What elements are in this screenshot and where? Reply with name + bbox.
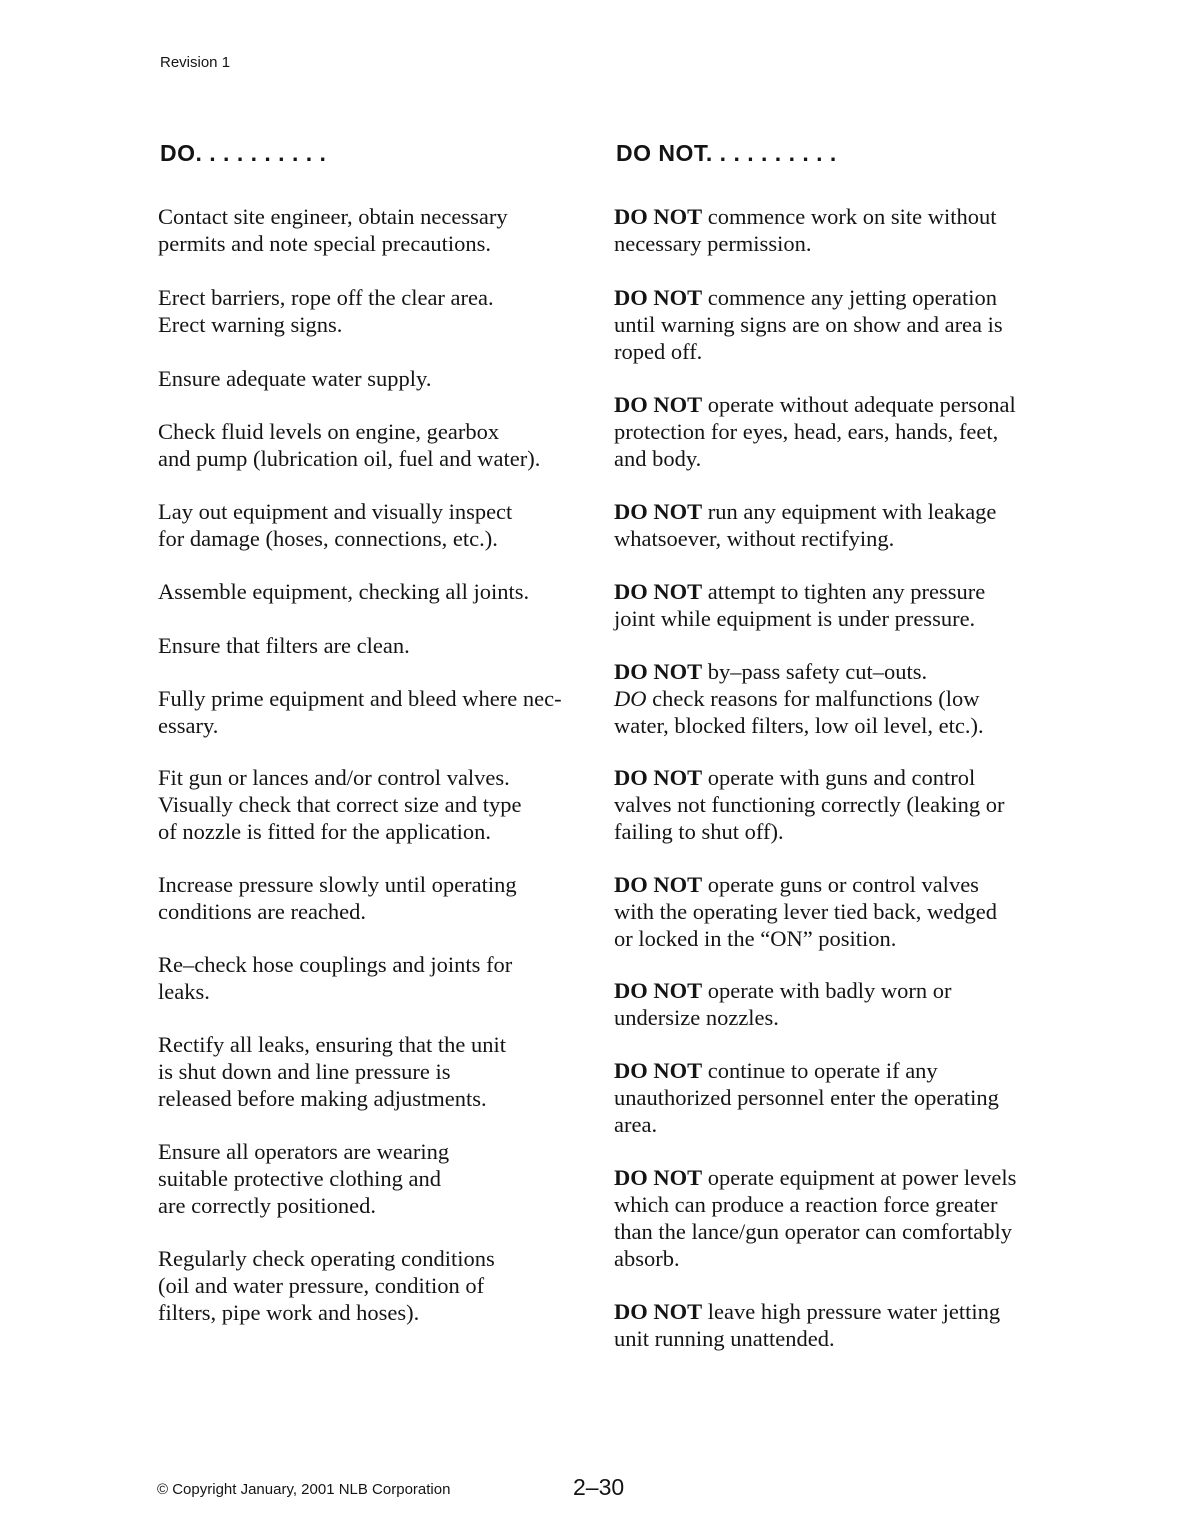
do-item: Assemble equipment, checking all joints.	[158, 579, 530, 604]
do-item: Ensure that filters are clean.	[158, 633, 410, 658]
do-item: Erect barriers, rope off the clear area. Erect warning signs.	[158, 285, 494, 337]
do-item: Ensure all operators are wearing suitable protective clothing and are correctly positioned.	[158, 1139, 450, 1218]
do-not-item: DO NOT operate without adequate personal protection for eyes, head, ears, hands, feet, and body.	[614, 392, 1016, 471]
do-not-item: DO NOT operate equipment at power levels which can produce a reaction force greater than the lance/gun operator can comfortably absorb.	[614, 1165, 1017, 1271]
do-item: Increase pressure slowly until operating conditions are reached.	[158, 872, 517, 924]
do-heading: DO. . . . . . . . . .	[160, 140, 327, 166]
do-not-item: DO NOT leave high pressure water jetting unit running unattended.	[614, 1299, 1001, 1351]
do-not-item: DO NOT commence any jetting operation until warning signs are on show and area is roped off.	[614, 285, 1003, 364]
do-item: Rectify all leaks, ensuring that the unit is shut down and line pressure is released before making adjustments.	[158, 1032, 507, 1111]
do-not-item: DO NOT operate with badly worn or undersize nozzles.	[614, 978, 952, 1030]
do-not-item: DO NOT attempt to tighten any pressure joint while equipment is under pressure.	[614, 579, 986, 631]
do-not-item: DO NOT continue to operate if any unauthorized personnel enter the operating area.	[614, 1058, 999, 1137]
do-item: Fit gun or lances and/or control valves. Visually check that correct size and type of nozzle is fitted for the application.	[158, 765, 522, 844]
do-item: Re–check hose couplings and joints for leaks.	[158, 952, 513, 1004]
do-item: Regularly check operating conditions (oil and water pressure, condition of filters, pipe work and hoses).	[158, 1246, 495, 1325]
do-item: Lay out equipment and visually inspect for damage (hoses, connections, etc.).	[158, 499, 513, 551]
copyright-notice: © Copyright January, 2001 NLB Corporation	[157, 1481, 451, 1498]
do-not-item: DO NOT by–pass safety cut–outs. DO check reasons for malfunctions (low water, blocked filters, low oil level, etc.).	[614, 659, 984, 738]
do-item: Fully prime equipment and bleed where nec- essary.	[158, 686, 562, 738]
do-item: Contact site engineer, obtain necessary permits and note special precautions.	[158, 204, 508, 256]
do-not-item: DO NOT run any equipment with leakage whatsoever, without rectifying.	[614, 499, 997, 551]
page-number: 2–30	[573, 1474, 625, 1500]
revision-label: Revision 1	[160, 54, 231, 71]
do-item: Check fluid levels on engine, gearbox and pump (lubrication oil, fuel and water).	[158, 419, 541, 471]
do-not-heading: DO NOT. . . . . . . . . .	[616, 140, 837, 166]
do-not-item: DO NOT commence work on site without necessary permission.	[614, 204, 997, 256]
do-not-item: DO NOT operate guns or control valves with the operating lever tied back, wedged or locked in the “ON” position.	[614, 872, 997, 951]
do-not-item: DO NOT operate with guns and control valves not functioning correctly (leaking or failing to shut off).	[614, 765, 1005, 844]
do-item: Ensure adequate water supply.	[158, 366, 432, 391]
